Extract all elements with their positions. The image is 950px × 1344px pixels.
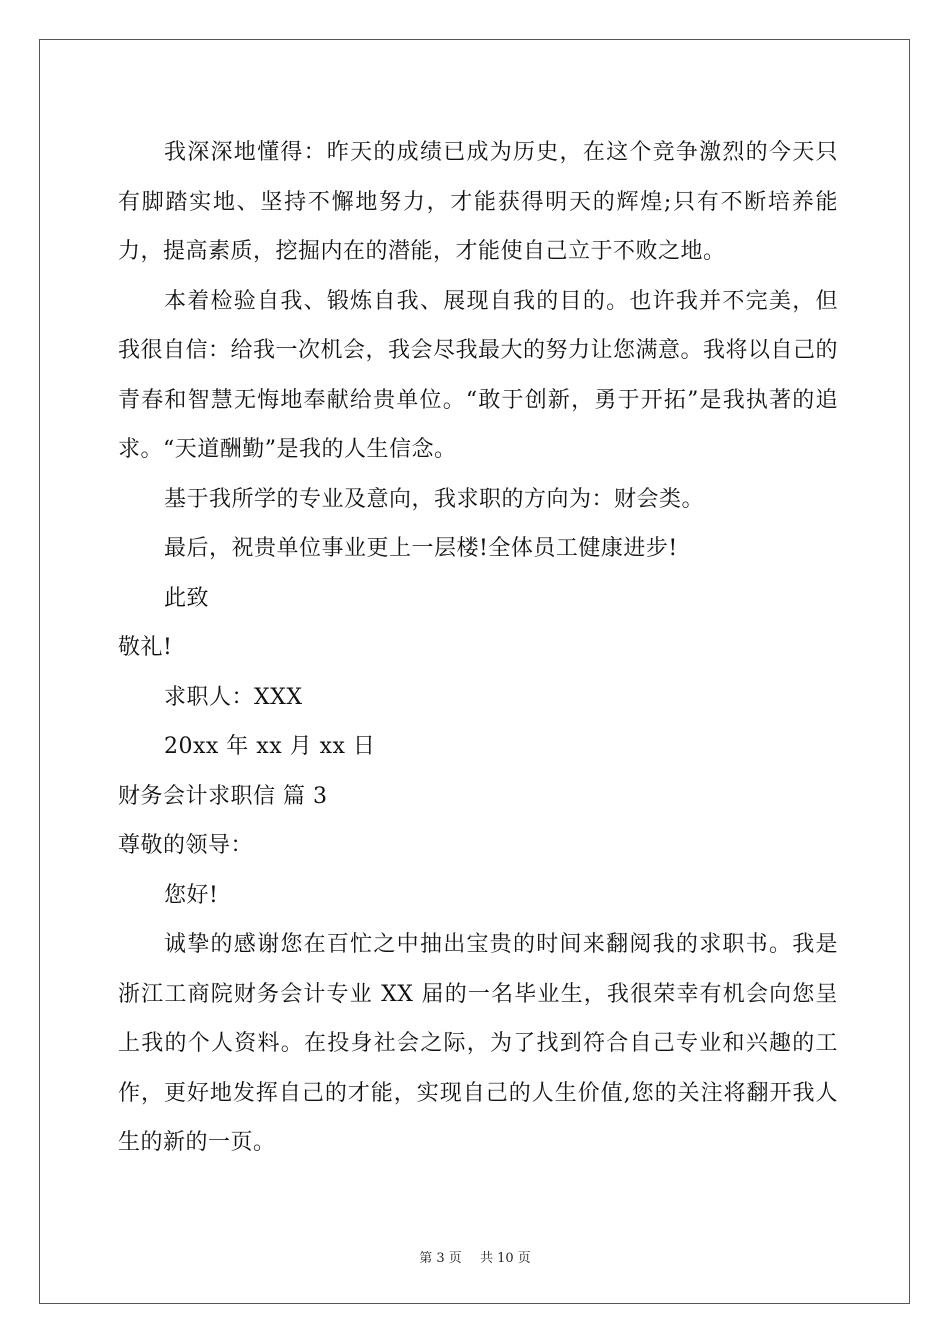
letter-date: 20xx 年 xx 月 xx 日 [164,734,376,759]
page-number-total: 共 10 页 [479,1251,531,1266]
page-footer [0,1247,950,1266]
closing-cizhi: 此致 [164,585,210,611]
page-number-current: 第 3 页 [419,1251,462,1266]
paragraph-2: 本着检验自我、锻炼自我、展现自我的目的。也许我并不完美，但我很自信：给我一次机会，我会尽我最大的努力让您满意。我将以自己的青春和智慧无悔地奉献给贵单位。“敢于创新，勇于开拓”是我执著的追求。“天道酬勤”是我的人生信念。 [118,288,839,462]
salutation: 尊敬的领导： [118,833,254,858]
greeting: 您好! [164,882,219,908]
paragraph-3: 基于我所学的专业及意向，我求职的方向为：财会类。 [164,486,705,512]
applicant-name: 求职人：XXX [164,684,303,710]
closing-jingli: 敬礼! [118,635,173,660]
paragraph-1: 我深深地懂得：昨天的成绩已成为历史，在这个竞争激烈的今天只有脚踏实地、坚持不懈地努力，才能获得明天的辉煌;只有不断培养能力，提高素质，挖掘内在的潜能，才能使自己立于不败之地。 [118,140,838,264]
document-body [118,128,838,1168]
paragraph-4: 最后，祝贵单位事业更上一层楼!全体员工健康进步! [164,536,678,561]
body-paragraph: 诚挚的感谢您在百忙之中抽出宝贵的时间来翻阅我的求职书。我是浙江工商院财务会计专业 XX 届的一名毕业生，我很荣幸有机会向您呈上我的个人资料。在投身社会之际，为了找到符合自己专业和兴趣的工作，更好地发挥自己的才能，实现自己的人生价值,您的关注将翻开我人生的新的一页。 [118,932,838,1155]
section-title: 财务会计求职信 篇 3 [118,783,328,809]
